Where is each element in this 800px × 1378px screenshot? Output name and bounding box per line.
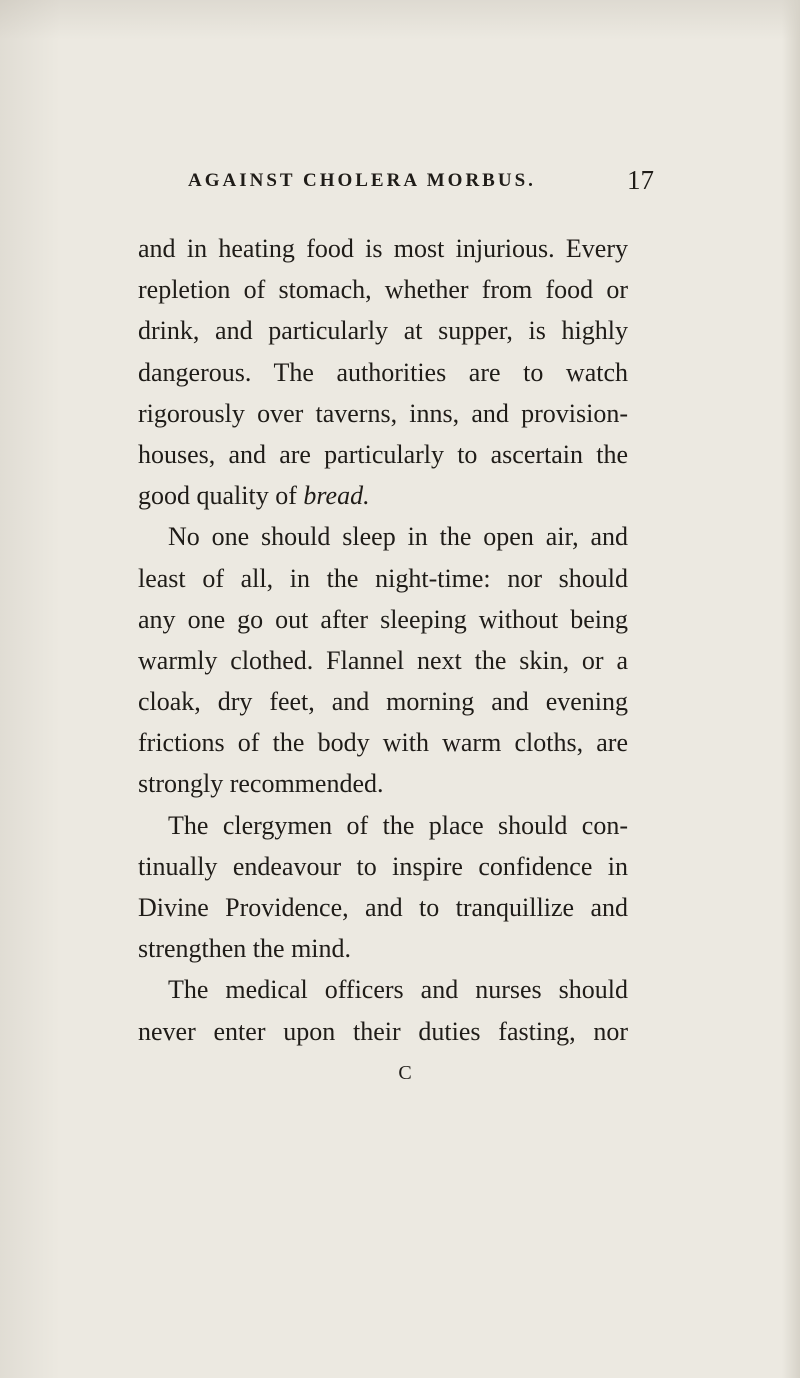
text-line: rigorously over taverns, inns, and provision- bbox=[138, 398, 628, 428]
text-line: least of all, in the night-time: nor should bbox=[138, 563, 628, 593]
text-line: Divine Providence, and to tranquillize and bbox=[138, 893, 628, 922]
page-shadow bbox=[0, 0, 60, 1378]
text-line bbox=[138, 475, 628, 516]
text-line: The clergymen of the place should con- bbox=[168, 810, 628, 840]
running-head bbox=[188, 165, 654, 200]
text-line: never enter upon their duties fasting, nor bbox=[138, 1016, 628, 1046]
text-line: No one should sleep in the open air, and bbox=[168, 522, 628, 552]
page-edge bbox=[782, 0, 800, 1378]
emphasized-word: bread. bbox=[303, 481, 370, 511]
running-title: AGAINST CHOLERA MORBUS. bbox=[188, 170, 536, 191]
page-shadow-top bbox=[0, 0, 800, 40]
text-line: houses, and are particularly to ascertain the bbox=[138, 439, 628, 469]
text-line: warmly clothed. Flannel next the skin, or a bbox=[138, 645, 628, 675]
page-number: 17 bbox=[627, 165, 654, 195]
text-line: tinually endeavour to inspire confidence in bbox=[138, 851, 628, 881]
text-line: and in heating food is most injurious. Every bbox=[138, 234, 628, 263]
text-span: good quality of bbox=[138, 481, 304, 511]
text-line: drink, and particularly at supper, is highly bbox=[138, 316, 628, 346]
text-line: dangerous. The authorities are to watch bbox=[138, 357, 628, 387]
text-line: any one go out after sleeping without being bbox=[138, 604, 628, 634]
text-line: repletion of stomach, whether from food or bbox=[138, 275, 628, 305]
text-line: The medical officers and nurses should bbox=[168, 975, 628, 1005]
body-text bbox=[138, 228, 628, 1052]
signature-mark: C bbox=[398, 1062, 412, 1084]
text-line: strengthen the mind. bbox=[138, 934, 352, 964]
text-line: frictions of the body with warm cloths, are bbox=[138, 728, 628, 758]
text-line: strongly recommended. bbox=[138, 769, 384, 799]
text-line: cloak, dry feet, and morning and evening bbox=[138, 687, 628, 717]
